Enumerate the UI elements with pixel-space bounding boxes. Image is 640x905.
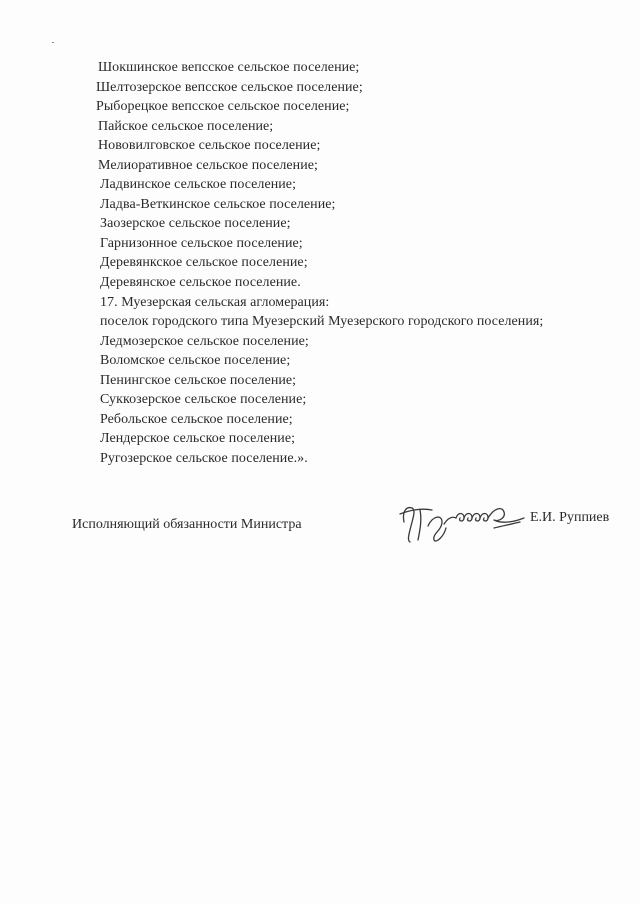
list-item: Заозерское сельское поселение;	[100, 216, 291, 232]
list-item: поселок городского типа Муезерский Муезерского городского поселения;	[100, 314, 544, 330]
scan-speck	[52, 42, 54, 43]
handwritten-signature	[398, 500, 528, 550]
settlement-list	[95, 58, 625, 468]
signature-block	[0, 500, 640, 560]
list-item: Гарнизонное сельское поселение;	[100, 235, 303, 251]
list-item: Ругозерское сельское поселение.».	[100, 450, 308, 466]
list-item: Нововилговское сельское поселение;	[98, 138, 321, 154]
list-item: Деревянкское сельское поселение;	[100, 255, 308, 271]
section-heading: 17. Муезерская сельская агломерация:	[100, 294, 330, 310]
signer-title: Исполняющий обязанности Министра	[72, 517, 302, 532]
list-item: Рыборецкое вепсское сельское поселение;	[96, 99, 350, 115]
list-item: Воломское сельское поселение;	[100, 353, 291, 369]
signer-name: Е.И. Руппиев	[530, 510, 610, 525]
list-item: Пенингское сельское поселение;	[100, 372, 297, 388]
list-item: Ладвинское сельское поселение;	[100, 177, 297, 193]
list-item: Пайское сельское поселение;	[98, 118, 274, 134]
list-item: Лендерское сельское поселение;	[100, 431, 296, 447]
list-item: Ладва-Веткинское сельское поселение;	[100, 196, 336, 212]
list-item: Ребольское сельское поселение;	[100, 411, 293, 427]
list-item: Ледмозерское сельское поселение;	[100, 333, 309, 349]
list-item: Мелиоративное сельское поселение;	[98, 157, 318, 173]
list-item: Шелтозерское вепсское сельское поселение;	[96, 79, 363, 95]
list-item: Деревянское сельское поселение.	[100, 275, 301, 291]
list-item: Суккозерское сельское поселение;	[100, 392, 307, 408]
list-item: Шокшинское вепсское сельское поселение;	[98, 60, 360, 75]
